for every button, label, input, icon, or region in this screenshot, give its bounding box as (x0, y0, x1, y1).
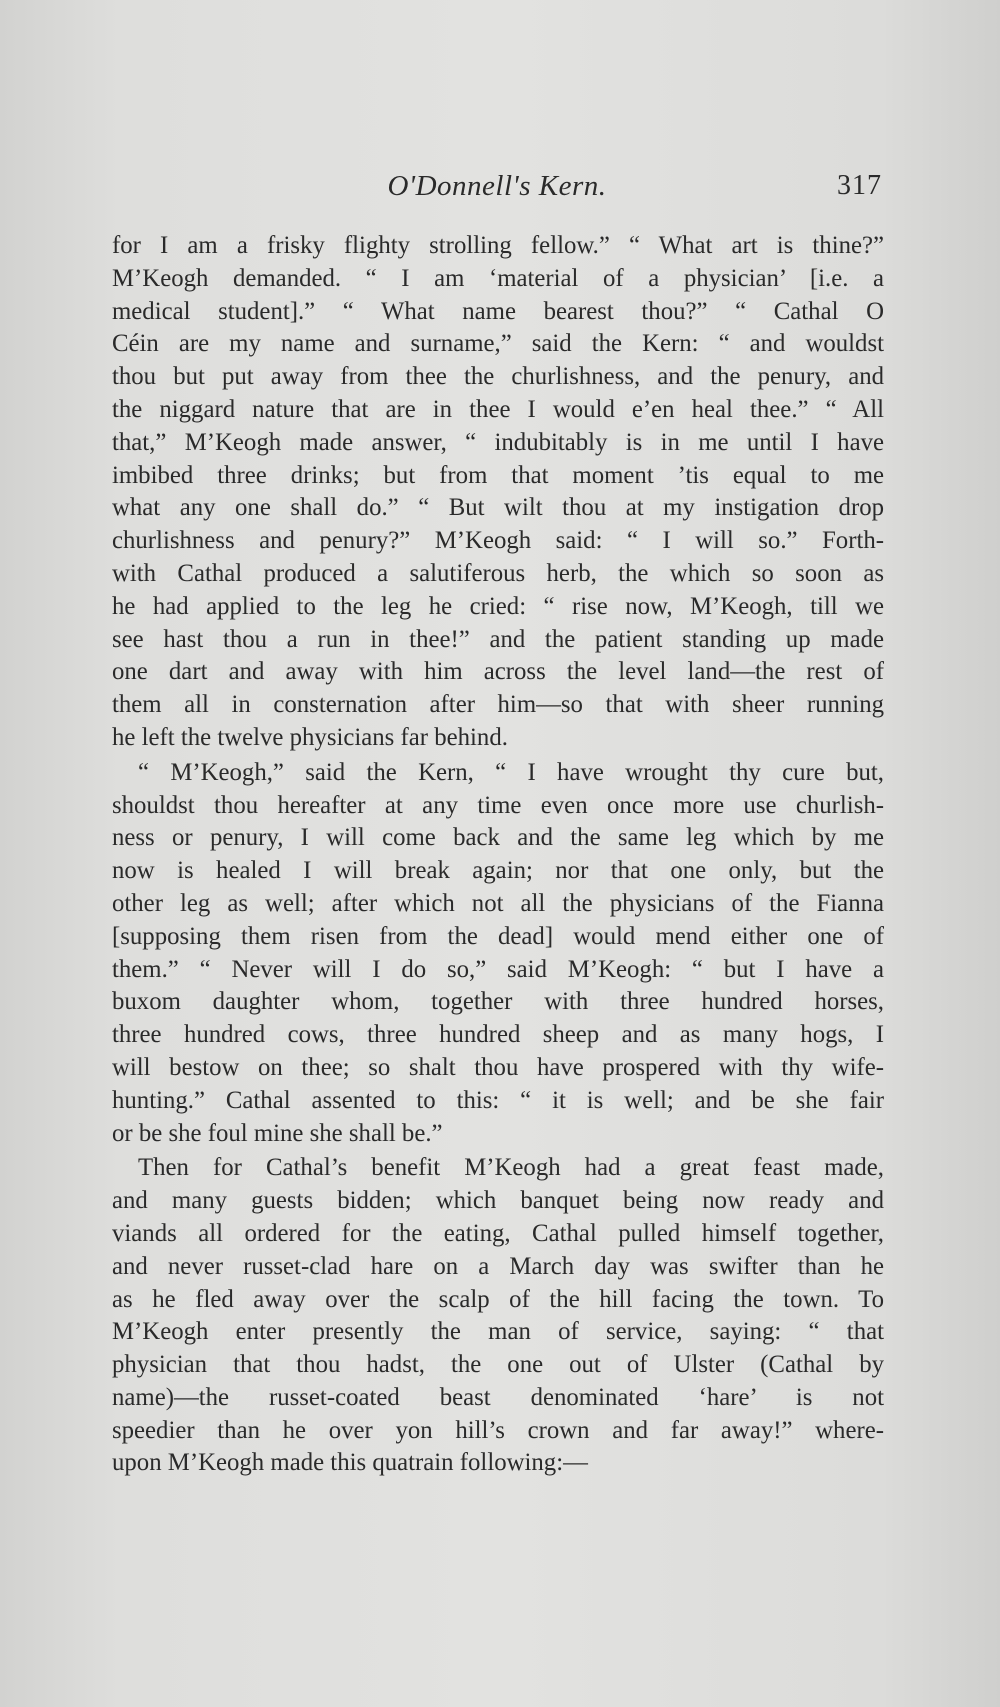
text-line: for I am a frisky flighty strolling fellow.” “ What art is thine?” (112, 232, 884, 259)
text-line: other leg as well; after which not all the physicians of the Fianna (112, 889, 884, 917)
text-line: what any one shall do.” “ But wilt thou at my instigation drop (112, 494, 884, 522)
text-line: that,” M’Keogh made answer, “ indubitably is in me until I have (112, 428, 884, 456)
text-line: [supposing them risen from the dead] would mend either one of (112, 922, 884, 950)
paragraph (112, 230, 884, 755)
text-line: buxom daughter whom, together with three hundred horses, (112, 988, 884, 1016)
paragraph (112, 757, 884, 1151)
text-line: three hundred cows, three hundred sheep and as many hogs, I (112, 1021, 884, 1049)
text-line: as he fled away over the scalp of the hill facing the town. To (112, 1285, 884, 1313)
text-line: upon M’Keogh made this quatrain following:— (112, 1449, 588, 1477)
text-line: with Cathal produced a salutiferous herb, the which so soon as (112, 559, 884, 587)
text-line: imbibed three drinks; but from that moment ’tis equal to me (112, 461, 884, 489)
text-line: one dart and away with him across the level land—the rest of (112, 658, 884, 686)
text-line: them all in consternation after him—so that with sheer running (112, 691, 884, 719)
text-line: or be she foul mine she shall be.” (112, 1119, 443, 1147)
text-line: churlishness and penury?” M’Keogh said: “ I will so.” Forth- (112, 527, 884, 555)
page-number: 317 (837, 170, 882, 201)
text-line: will bestow on thee; so shalt thou have prospered with thy wife- (112, 1053, 884, 1081)
text-line: name)—the russet-coated beast denominated ‘hare’ is not (112, 1383, 884, 1411)
text-line: and never russet-clad hare on a March day was swifter than he (112, 1252, 884, 1280)
text-line: shouldst thou hereafter at any time even once more use churlish- (112, 791, 884, 819)
body-text (112, 230, 884, 1480)
text-line: viands all ordered for the eating, Cathal pulled himself together, (112, 1219, 884, 1247)
text-line: M’Keogh demanded. “ I am ‘material of a physician’ [i.e. a (112, 264, 884, 292)
text-line: Céin are my name and surname,” said the Kern: “ and wouldst (112, 330, 884, 358)
text-line: and many guests bidden; which banquet being now ready and (112, 1187, 884, 1215)
text-line: M’Keogh enter presently the man of service, saying: “ that (112, 1318, 884, 1346)
text-line: them.” “ Never will I do so,” said M’Keogh: “ but I have a (112, 955, 884, 983)
text-line: medical student].” “ What name bearest thou?” “ Cathal O (112, 297, 884, 325)
text-line: see hast thou a run in thee!” and the patient standing up made (112, 625, 884, 653)
text-line: speedier than he over yon hill’s crown and far away!” where- (112, 1416, 884, 1444)
text-line: the niggard nature that are in thee I would e’en heal thee.” “ All (112, 395, 884, 423)
text-line: ness or penury, I will come back and the same leg which by me (112, 824, 884, 852)
paragraph (112, 1152, 884, 1480)
text-line: physician that thou hadst, the one out of Ulster (Cathal by (112, 1351, 884, 1379)
text-line: “ M’Keogh,” said the Kern, “ I have wrought thy cure but, (138, 758, 884, 786)
text-line: now is healed I will break again; nor that one only, but the (112, 857, 884, 885)
text-line: hunting.” Cathal assented to this: “ it is well; and be she fair (112, 1086, 884, 1114)
text-line: Then for Cathal’s benefit M’Keogh had a great feast made, (138, 1154, 884, 1182)
running-title: O'Donnell's Kern. (387, 170, 607, 202)
text-line: thou but put away from thee the churlishness, and the penury, and (112, 363, 884, 391)
running-head (112, 168, 882, 208)
text-line: he had applied to the leg he cried: “ rise now, M’Keogh, till we (112, 592, 884, 620)
text-line: he left the twelve physicians far behind. (112, 723, 508, 751)
